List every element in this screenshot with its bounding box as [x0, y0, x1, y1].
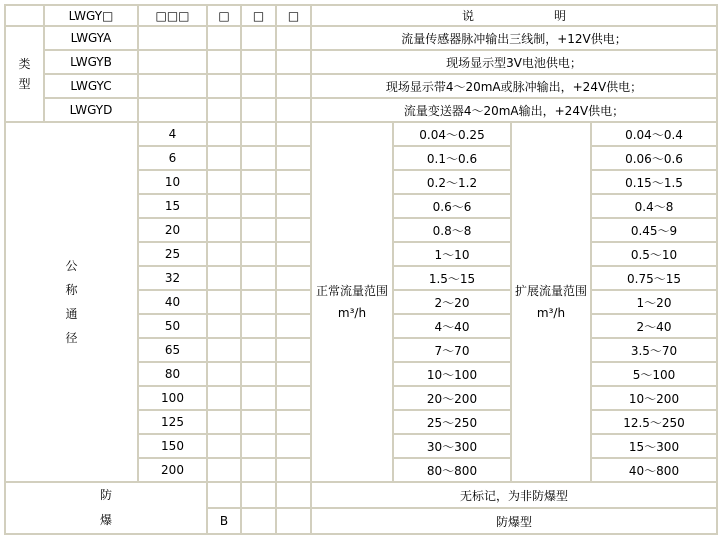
normal-range-value: 1.5～15 — [393, 266, 511, 290]
empty-cell — [207, 50, 241, 74]
empty-cell — [276, 26, 311, 50]
extended-range-value: 5～100 — [591, 362, 717, 386]
normal-range-value: 20～200 — [393, 386, 511, 410]
extended-range-value: 1～20 — [591, 290, 717, 314]
empty-cell — [241, 146, 276, 170]
dn-value: 80 — [138, 362, 207, 386]
empty-cell — [276, 314, 311, 338]
explosion-description: 防爆型 — [311, 508, 717, 534]
empty-cell — [138, 50, 207, 74]
empty-cell — [276, 50, 311, 74]
extended-range-value: 40～800 — [591, 458, 717, 482]
empty-cell — [241, 386, 276, 410]
empty-cell — [276, 194, 311, 218]
empty-cell — [207, 194, 241, 218]
normal-range-title: 正常流量范围 — [315, 284, 388, 298]
normal-range-value: 0.1～0.6 — [393, 146, 511, 170]
type-model: LWGYA — [44, 26, 138, 50]
empty-cell — [207, 362, 241, 386]
type-row — [5, 26, 717, 50]
extended-range-header-cell — [511, 122, 591, 482]
empty-cell — [241, 410, 276, 434]
dn-value: 20 — [138, 218, 207, 242]
box2-cell: □ — [241, 5, 276, 26]
type-model: LWGYD — [44, 98, 138, 122]
empty-cell — [241, 338, 276, 362]
flowmeter-spec-table — [4, 4, 718, 535]
box3-cell: □ — [276, 5, 311, 26]
empty-cell — [207, 146, 241, 170]
empty-cell — [276, 362, 311, 386]
empty-cell — [241, 458, 276, 482]
extended-range-value: 3.5～70 — [591, 338, 717, 362]
extended-range-value: 0.06～0.6 — [591, 146, 717, 170]
empty-cell — [207, 266, 241, 290]
empty-cell — [138, 26, 207, 50]
extended-range-value: 0.45～9 — [591, 218, 717, 242]
empty-cell — [241, 218, 276, 242]
type-description: 流量传感器脉冲输出三线制，+12V供电； — [311, 26, 717, 50]
empty-cell — [207, 386, 241, 410]
dn-value: 4 — [138, 122, 207, 146]
empty-cell — [276, 434, 311, 458]
explosion-section-label: 防 爆 — [99, 488, 112, 527]
empty-cell — [207, 458, 241, 482]
empty-cell — [241, 362, 276, 386]
normal-range-unit: m³/h — [337, 306, 367, 320]
explosion-code: B — [207, 508, 241, 534]
type-row — [5, 50, 717, 74]
box1-cell: □ — [207, 5, 241, 26]
empty-cell — [276, 290, 311, 314]
normal-range-value: 25～250 — [393, 410, 511, 434]
empty-cell — [207, 122, 241, 146]
empty-cell — [276, 74, 311, 98]
empty-cell — [241, 482, 276, 508]
normal-range-value: 30～300 — [393, 434, 511, 458]
dn-value: 40 — [138, 290, 207, 314]
dn-value: 50 — [138, 314, 207, 338]
type-row — [5, 74, 717, 98]
empty-cell — [241, 314, 276, 338]
extended-range-value: 15～300 — [591, 434, 717, 458]
diameter-section-label: 公 称 通 径 — [65, 259, 78, 345]
empty-cell — [241, 50, 276, 74]
empty-cell — [276, 122, 311, 146]
normal-range-value: 0.2～1.2 — [393, 170, 511, 194]
type-row — [5, 98, 717, 122]
empty-cell — [241, 26, 276, 50]
dn-value: 65 — [138, 338, 207, 362]
extended-range-value: 2～40 — [591, 314, 717, 338]
empty-cell — [207, 26, 241, 50]
description-title-cell — [311, 5, 717, 26]
dn-value: 6 — [138, 146, 207, 170]
dn-value: 32 — [138, 266, 207, 290]
empty-cell — [207, 98, 241, 122]
empty-cell — [276, 386, 311, 410]
normal-range-value: 0.6～6 — [393, 194, 511, 218]
empty-cell — [276, 338, 311, 362]
extended-range-value: 0.15～1.5 — [591, 170, 717, 194]
normal-range-value: 80～800 — [393, 458, 511, 482]
empty-cell — [138, 74, 207, 98]
normal-range-value: 1～10 — [393, 242, 511, 266]
empty-cell — [207, 338, 241, 362]
empty-cell — [276, 266, 311, 290]
extended-range-value: 0.04～0.4 — [591, 122, 717, 146]
description-title: 说 明 — [461, 9, 567, 23]
empty-cell — [207, 74, 241, 98]
type-description: 现场显示型3V电池供电； — [311, 50, 717, 74]
diameter-row — [5, 122, 717, 146]
empty-cell — [241, 98, 276, 122]
empty-cell — [138, 98, 207, 122]
empty-cell — [207, 314, 241, 338]
empty-cell — [276, 146, 311, 170]
dn-value: 15 — [138, 194, 207, 218]
empty-cell — [276, 458, 311, 482]
empty-cell — [207, 410, 241, 434]
empty-cell — [276, 218, 311, 242]
diameter-section-label-cell — [5, 122, 138, 482]
type-model: LWGYC — [44, 74, 138, 98]
normal-range-header-cell — [311, 122, 393, 482]
empty-cell — [276, 410, 311, 434]
explosion-row — [5, 482, 717, 508]
extended-range-value: 10～200 — [591, 386, 717, 410]
empty-cell — [241, 242, 276, 266]
empty-cell — [241, 266, 276, 290]
type-description: 流量变送器4～20mA输出，+24V供电； — [311, 98, 717, 122]
type-description: 现场显示带4～20mA或脉冲输出，+24V供电； — [311, 74, 717, 98]
type-section-label-cell — [5, 26, 44, 122]
extended-range-value: 12.5～250 — [591, 410, 717, 434]
explosion-code — [207, 482, 241, 508]
type-section-label: 类 型 — [18, 57, 31, 91]
model-prefix-cell: LWGY□ — [44, 5, 138, 26]
empty-cell — [241, 74, 276, 98]
empty-cell — [207, 170, 241, 194]
empty-cell — [241, 434, 276, 458]
empty-cell — [207, 290, 241, 314]
empty-cell — [207, 434, 241, 458]
empty-cell — [241, 122, 276, 146]
header-row — [5, 5, 717, 26]
extended-range-value: 0.75～15 — [591, 266, 717, 290]
normal-range-value: 10～100 — [393, 362, 511, 386]
empty-cell — [241, 194, 276, 218]
empty-cell — [276, 242, 311, 266]
corner-cell — [5, 5, 44, 26]
empty-cell — [276, 98, 311, 122]
explosion-section-label-cell — [5, 482, 207, 534]
type-model: LWGYB — [44, 50, 138, 74]
extended-range-value: 0.5～10 — [591, 242, 717, 266]
empty-cell — [276, 482, 311, 508]
dn-value: 150 — [138, 434, 207, 458]
dn-value: 25 — [138, 242, 207, 266]
dn-value: 125 — [138, 410, 207, 434]
code-boxes-cell: □□□ — [138, 5, 207, 26]
dn-value: 10 — [138, 170, 207, 194]
empty-cell — [276, 170, 311, 194]
empty-cell — [241, 170, 276, 194]
normal-range-value: 0.04～0.25 — [393, 122, 511, 146]
dn-value: 200 — [138, 458, 207, 482]
extended-range-title: 扩展流量范围 — [514, 284, 587, 298]
normal-range-value: 7～70 — [393, 338, 511, 362]
normal-range-value: 0.8～8 — [393, 218, 511, 242]
empty-cell — [207, 218, 241, 242]
empty-cell — [276, 508, 311, 534]
extended-range-value: 0.4～8 — [591, 194, 717, 218]
explosion-description: 无标记，为非防爆型 — [311, 482, 717, 508]
empty-cell — [241, 290, 276, 314]
normal-range-value: 4～40 — [393, 314, 511, 338]
empty-cell — [241, 508, 276, 534]
extended-range-unit: m³/h — [536, 306, 566, 320]
normal-range-value: 2～20 — [393, 290, 511, 314]
dn-value: 100 — [138, 386, 207, 410]
empty-cell — [207, 242, 241, 266]
